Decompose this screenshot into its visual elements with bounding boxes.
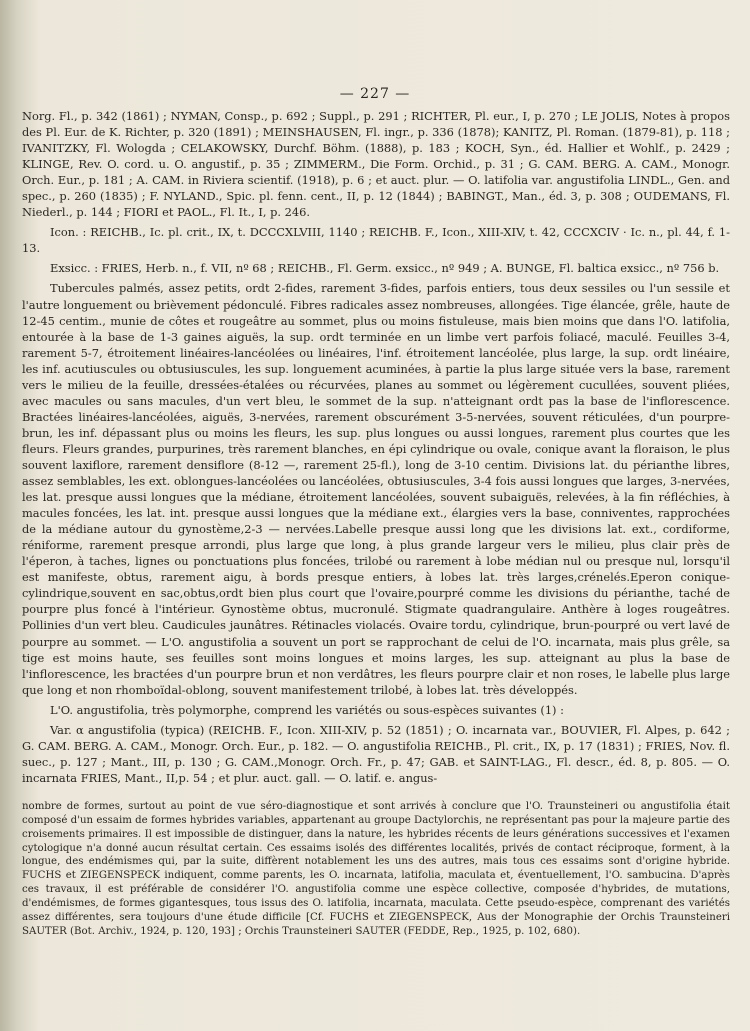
main-text bbox=[22, 108, 730, 790]
description-paragraph: Tubercules palmés, assez petits, ordt 2-fides, rarement 3-fides, parfois entiers, tous deux sessiles ou l'un sessile et l'autre longuement ou brièvement pédonculé. Fibres radicales assez nombreuses, allongées. Tige élancée, grêle, haute de 12-45 centim., munie de côtes et rougeâtre au sommet, plus ou moins fistuleuse, mais bien moins que dans l'O. latifolia, entourée à la base de 1-3 gaines aiguës, la sup. ordt terminée en un limbe vert parfois foliacé, maculé. Feuilles 3-4, rarement 5-7, étroitement linéaires-lancéolées ou linéaires, l'inf. étroitement lancéolée, plus large, la sup. ordt linéaire, les inf. acutiuscules ou obtusiuscules, les sup. longuement acuminées, à partie la plus large située vers la base, rarement vers le milieu de la feuille, dressées-étalées ou récurvées, planes au sommet ou légèrement cucullées, souvent pliées, avec macules ou sans macules, d'un vert bleu, le sommet de la sup. n'atteignant ordt pas la base de l'inflorescence. Bractées linéaires-lancéolées, aiguës, 3-nervées, rarement obscurément 3-5-nervées, souvent réticulées, d'un pourpre-brun, les inf. dépassant plus ou moins les fleurs, les sup. plus longues ou aussi longues, rarement plus courtes que les fleurs. Fleurs grandes, purpurines, très rarement blanches, en épi cylindrique ou ovale, conique avant la floraison, le plus souvent laxiflore, rarement densiflore (8-12 —, rarement 25-fl.), long de 3-10 centim. Divisions lat. du périanthe libres, assez semblables, les ext. oblongues-lancéolées ou lancéolées, obtusiuscules, 3-4 fois aussi longues que larges, 3-nervées, les lat. presque aussi longues que la médiane, étroitement lancéolées, souvent subaiguës, relevées, à la fin réfléchies, à macules foncées, les lat. int. presque aussi longues que la médiane ext., élargies vers la base, conniventes, rapprochées de la médiane autour du gynostème,2-3 — nervées.Labelle presque aussi long que les divisions lat. ext., cordiforme, réniforme, rarement presque arrondi, plus large que long, à plus grande largeur vers le milieu, plus clair près de l'éperon, à taches, lignes ou ponctuations plus foncées, trilobé ou rarement à lobe médian nul ou presque nul, lorsqu'il est manifeste, obtus, rarement aigu, à bords presque entiers, à lobes lat. très larges,crénelés.Eperon conique-cylindrique,souvent en sac,obtus,ordt bien plus court que l'ovaire,pourpré comme les divisions du périanthe, taché de pourpre plus foncé à l'intérieur. Gynostème obtus, mucronulé. Stigmate quadrangulaire. Anthère à loges rougeâtres. Pollinies d'un vert bleu. Caudicules jaunâtres. Rétinacles violacés. Ovaire tordu, cylindrique, brun-pourpré ou vert lavé de pourpre au sommet. — L'O. angustifolia a souvent un port se rapprochant de celui de l'O. incarnata, mais plus grêle, sa tige est moins haute, ses feuilles sont moins longues et moins larges, les sup. atteignant au plus la base de l'inflorescence, les bractées d'un pourpre brun et non verdâtres, les fleurs pourpre clair et non roses, le labelle plus large que long et non rhomboïdal-oblong, souvent manifestement trilobé, à lobes lat. très développés. bbox=[22, 281, 730, 697]
synonymy-paragraph: Norg. Fl., p. 342 (1861) ; NYMAN, Consp., p. 692 ; Suppl., p. 291 ; RICHTER, Pl. eur., I, p. 270 ; LE JOLIS, Notes à propos des Pl. Eur. de K. Richter, p. 320 (1891) ; MEINSHAUSEN, Fl. ingr., p. 336 (1878); KANITZ, Pl. Roman. (1879-81), p. 118 ; IVANITZKY, Fl. Wologda ; CELAKOWSKY, Durchf. Böhm. (1888), p. 183 ; KOCH, Syn., éd. Hallier et Wohlf., p. 2429 ; KLINGE, Rev. O. cord. u. O. angustif., p. 35 ; ZIMMERM., Die Form. Orchid., p. 31 ; G. CAM. BERG. A. CAM., Monogr. Orch. Eur., p. 181 ; A. CAM. in Riviera scientif. (1918), p. 6 ; et auct. plur. — O. latifolia var. angustifolia LINDL., Gen. and spec., p. 260 (1835) ; F. NYLAND., Spic. pl. fenn. cent., II, p. 12 (1844) ; BABINGT., Man., éd. 3, p. 308 ; OUDEMANS, Fl. Niederl., p. 144 ; FIORI et PAOL., Fl. It., I, p. 246. bbox=[22, 109, 730, 220]
footnote bbox=[22, 800, 730, 938]
varieties-intro: L'O. angustifolia, très polymorphe, comprend les variétés ou sous-espèces suivantes (1) : bbox=[50, 702, 564, 717]
footnote-text: nombre de formes, surtout au point de vue séro-diagnostique et sont arrivés à conclure que l'O. Traunsteineri ou angustifolia était composé d'un essaim de formes hybrides variables, appartenant au groupe Dactylorchis, ne représentant pas pour la majeure partie des croisements primaires. Il est impossible de distinguer, dans la nature, les hybrides récents de leurs générations successives et l'examen cytologique n'a donné aucun résultat certain. Ces essaims isolés des différentes localités, privés de contact réciproque, forment, à la longue, des endémismes qui, par la suite, diffèrent notablement les uns des autres, mais tous ces essaims sont d'origine hybride. FUCHS et ZIEGENSPECK indiquent, comme parents, les O. incarnata, latifolia, maculata et, éventuellement, l'O. sambucina. D'après ces travaux, il est préférable de considérer l'O. angustifolia comme une espèce collective, composée d'hybrides, de mutations, d'endémismes, de formes gigantesques, tous issus des O. latifolia, incarnata, maculata. Cette pseudo-espèce, comprenant des variétés assez différentes, sera toujours d'une étude difficile [Cf. FUCHS et ZIEGENSPECK, Aus der Monographie der Orchis Traunsteineri SAUTER (Bot. Archiv., 1924, p. 120, 193] ; Orchis Traunsteineri SAUTER (FEDDE, Rep., 1925, p. 102, 680). bbox=[22, 801, 730, 937]
icon-references: Icon. : REICHB., Ic. pl. crit., IX, t. DCCCXLVIII, 1140 ; REICHB. F., Icon., XIII-XIV, t. 42, CCCXCIV · Ic. n., pl. 44, f. 1-13. bbox=[22, 225, 730, 256]
variety-alpha: Var. α angustifolia (typica) (REICHB. F., Icon. XIII-XIV, p. 52 (1851) ; O. incarnata var., BOUVIER, Fl. Alpes, p. 642 ; G. CAM. BERG. A. CAM., Monogr. Orch. Eur., p. 182. — O. angustifolia REICHB., Pl. crit., IX, p. 17 (1831) ; FRIES, Nov. fl. suec., p. 127 ; Mant., III, p. 130 ; G. CAM.,Monogr. Orch. Fr., p. 47; GAB. et SAINT-LAG., Fl. descr., éd. 8, p. 805. — O. incarnata FRIES, Mant., II,p. 54 ; et plur. auct. gall. — O. latif. e. angus- bbox=[22, 722, 730, 785]
exsiccata-references: Exsicc. : FRIES, Herb. n., f. VII, nº 68 ; REICHB., Fl. Germ. exsicc., nº 949 ; A. BUNGE, Fl. baltica exsicc., nº 756 b. bbox=[50, 261, 720, 276]
page-number: — 227 — bbox=[339, 86, 411, 102]
